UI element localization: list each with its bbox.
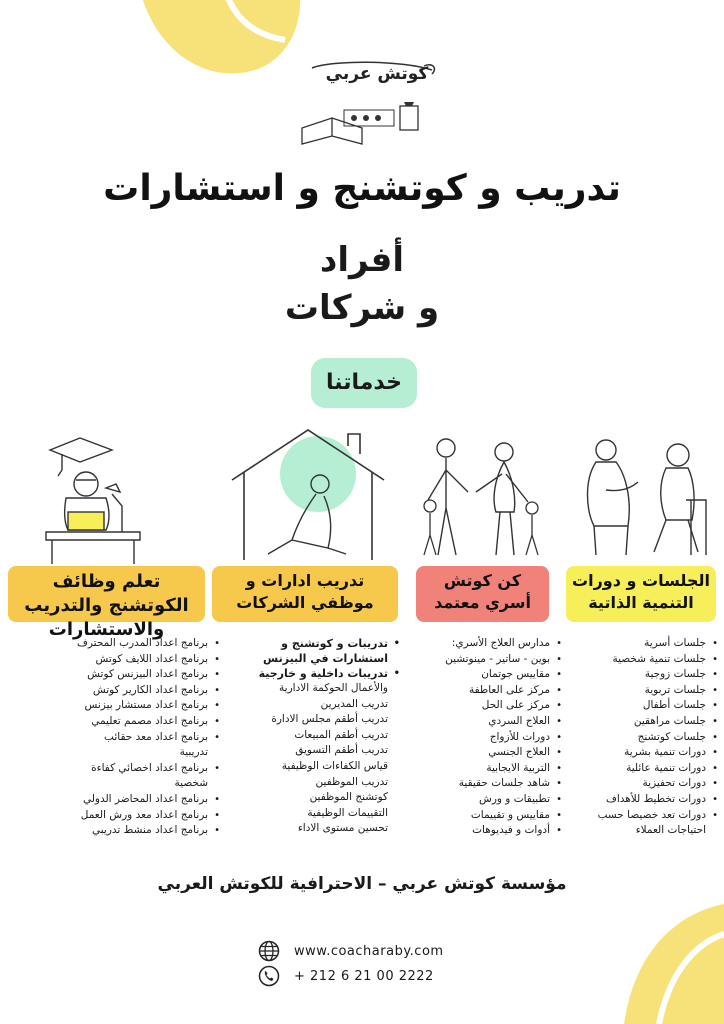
phone-icon — [258, 965, 280, 987]
list-item: • برنامج اعداد اللايف كوتش — [22, 652, 220, 668]
list-item: • أدوات و فيديوهات — [400, 823, 562, 839]
list-item: • برنامج اعداد معد ورش العمل — [22, 808, 220, 824]
list-item: • برنامج اعداد المدرب المحترف — [22, 636, 220, 652]
list-item: تدريبية — [179, 746, 208, 759]
list-item: • تطبيقات و ورش — [400, 792, 562, 808]
list-item: • تدريبات و كوتشنج و استشارات في البيزنس — [228, 636, 400, 666]
list-item: • مركز على الحل — [400, 698, 562, 714]
list-item: • جلسات مراهقين — [560, 714, 718, 730]
audience-individuals: أفراد — [319, 240, 405, 280]
list-item: • بوين - ساتير - مينوتشين — [400, 652, 562, 668]
category-coaching-careers: تعلم وظائف الكوتشنج والتدريب والاستشارات — [8, 566, 205, 622]
website-row[interactable] — [258, 940, 444, 962]
website-link[interactable]: www.coacharaby.com — [294, 943, 444, 959]
list-item: • برنامج اعداد البيزنس كوتش — [22, 667, 220, 683]
list-item: • برنامج اعداد مصمم تعليمي — [22, 714, 220, 730]
list-item: • جلسات أطفال — [560, 698, 718, 714]
brand-logo — [292, 58, 442, 148]
list-item: كوتشنج الموظفين — [309, 791, 388, 804]
list-item: • تدريبات داخلية و خارجية — [228, 666, 400, 681]
list-item: • مدارس العلاج الأسري: — [400, 636, 562, 652]
category-self-development: الجلسات و دورات التنمية الذاتية — [566, 566, 716, 622]
list-item: • مقاييس و تقييمات — [400, 808, 562, 824]
category-family-coach: كن كوتش أسري معتمد — [416, 566, 549, 622]
list-item: • برنامج اعداد اخصائي كفاءة — [22, 761, 220, 777]
list-item: • جلسات تنمية شخصية — [560, 652, 718, 668]
list-item: • جلسات زوجية — [560, 667, 718, 683]
list-item: • برنامج اعداد المحاضر الدولي — [22, 792, 220, 808]
list-item: • برنامج اعداد الكارير كوتش — [22, 683, 220, 699]
counseling-session-illustration — [566, 430, 716, 560]
list-item: • برنامج اعداد مستشار بيزنس — [22, 698, 220, 714]
list-item: • دورات تنمية بشرية — [560, 745, 718, 761]
list-item: شخصية — [174, 777, 208, 790]
list-item: • دورات تحفيزية — [560, 776, 718, 792]
list-item: احتياجات العملاء — [635, 824, 706, 837]
list-item: • مقاييس جوتمان — [400, 667, 562, 683]
list-item: • دورات تنمية عائلية — [560, 761, 718, 777]
list-item: • برنامج اعداد معد حقائب — [22, 730, 220, 746]
list-item: تدريب أطقم التسويق — [295, 744, 388, 757]
phone-row[interactable] — [258, 965, 434, 987]
list-item: • جلسات كوتشنج — [560, 730, 718, 746]
list-item: • مركز على العاطفة — [400, 683, 562, 699]
list-item: • جلسات أسرية — [560, 636, 718, 652]
list-item: التقييمات الوظيفية — [307, 806, 388, 819]
list-item: • العلاج السردي — [400, 714, 562, 730]
page-headline: تدريب و كوتشنج و استشارات — [103, 168, 621, 209]
list-item: • دورات تخطيط للأهداف — [560, 792, 718, 808]
list-item: • التربية الايجابية — [400, 761, 562, 777]
decorative-leaf-top — [135, 0, 305, 82]
list-item: • شاهد جلسات حقيقية — [400, 776, 562, 792]
list-item: تدريب المديرين — [320, 697, 388, 710]
audience-companies: و شركات — [284, 288, 440, 328]
family-walking-illustration — [416, 430, 551, 560]
category-corporate-training: تدريب ادارات و موظفي الشركات — [212, 566, 398, 622]
coaching-careers-list — [22, 636, 220, 839]
list-item: • برنامج اعداد منشط تدريبي — [22, 823, 220, 839]
decorative-leaf-bottom — [614, 904, 724, 1024]
list-item: • دورات للأزواج — [400, 730, 562, 746]
globe-icon — [258, 940, 280, 962]
list-item: تدريب أطقم المبيعات — [294, 728, 388, 741]
list-item: • العلاج الجنسي — [400, 745, 562, 761]
graduate-laptop-illustration — [40, 436, 150, 566]
house-person-illustration — [228, 422, 388, 562]
logo-text: كوتش عربي — [325, 64, 429, 84]
foundation-name: مؤسسة كوتش عربي – الاحترافية للكوتش العربي — [157, 874, 567, 894]
services-label: خدماتنا — [311, 358, 417, 408]
list-item: والأعمال الحوكمة الادارية — [279, 682, 388, 694]
family-coach-list — [400, 636, 562, 839]
phone-number[interactable]: + 212 6 21 00 2222 — [294, 968, 434, 984]
self-development-list — [560, 636, 718, 839]
list-item: قياس الكفاءات الوظيفية — [281, 759, 388, 772]
list-item: • جلسات تربوية — [560, 683, 718, 699]
list-item: تدريب أطقم مجلس الادارة — [271, 713, 388, 726]
corporate-training-list — [228, 636, 400, 837]
list-item: تدريب الموظفين — [315, 775, 388, 788]
list-item: • دورات تعد خصيصا حسب — [560, 808, 718, 824]
list-item: تحسين مستوى الاداء — [297, 822, 388, 835]
